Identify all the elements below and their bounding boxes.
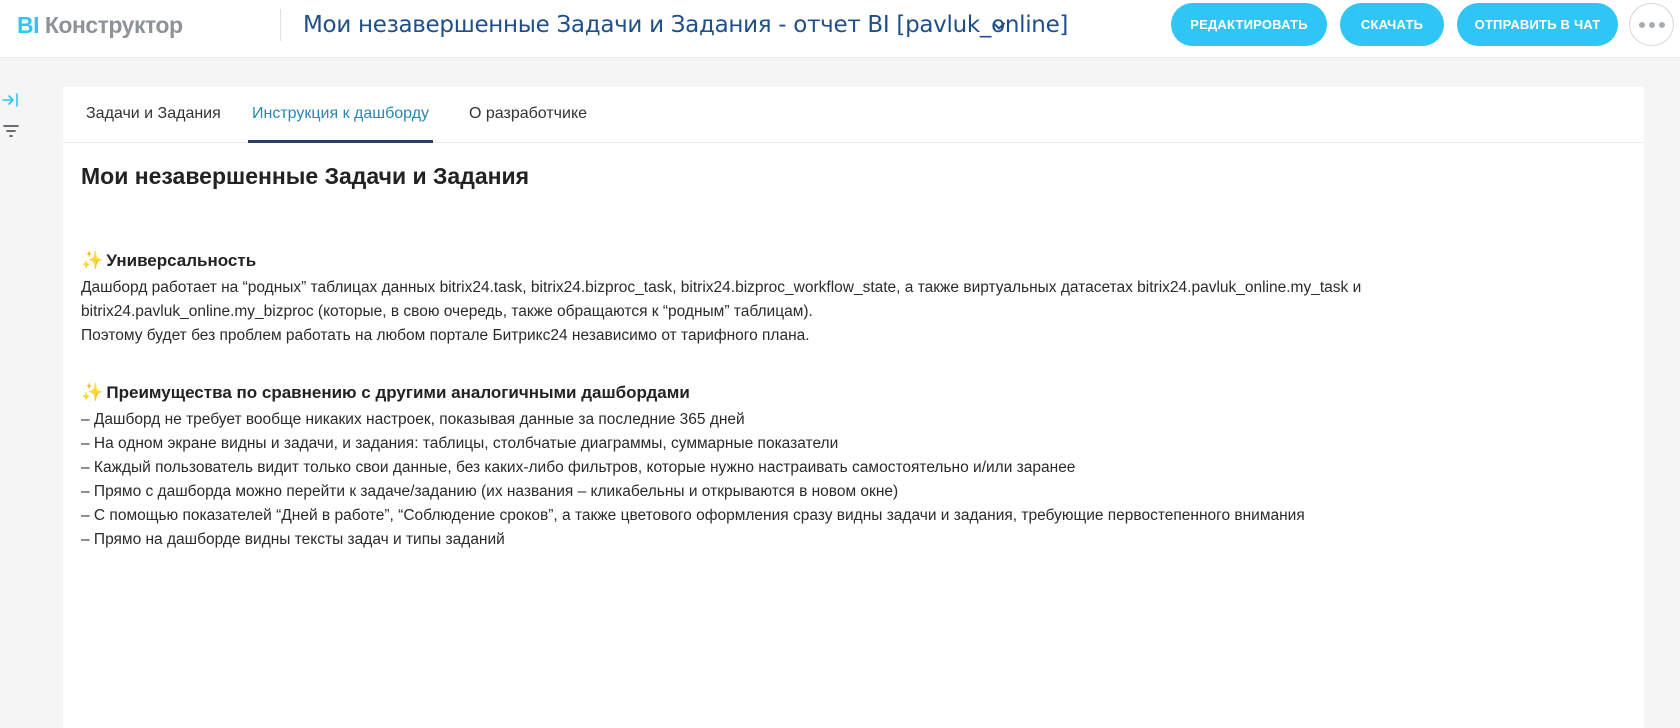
edit-button[interactable]: РЕДАКТИРОВАТЬ [1171, 3, 1327, 46]
section-heading-text: Преимущества по сравнению с другими аналогичными дашбордами [106, 382, 690, 402]
tab-about-developer[interactable]: О разработчике [469, 105, 588, 122]
section-advantages [81, 382, 1621, 552]
more-options-button[interactable] [1629, 3, 1674, 46]
section-heading [81, 382, 1621, 403]
dashboard-panel [63, 87, 1644, 728]
download-button[interactable]: СКАЧАТЬ [1340, 3, 1444, 46]
send-to-chat-button[interactable]: ОТПРАВИТЬ В ЧАТ [1457, 3, 1618, 46]
list-item: – Прямо на дашборде видны тексты задач и типы заданий [81, 531, 505, 548]
list-item: – На одном экране видны и задачи, и задания: таблицы, столбчатые диаграммы, суммарные показатели [81, 435, 839, 452]
section-heading [81, 250, 1621, 271]
page-title: Мои незавершенные Задачи и Задания [81, 163, 530, 189]
paragraph-line: Дашборд работает на “родных” таблицах данных bitrix24.task, bitrix24.bizproc_task, bitrix24.bizproc_workflow_state, а также виртуальных датасетах bitrix24.pavluk_online.my_task и [81, 279, 1362, 296]
list-item: – Дашборд не требует вообще никаких настроек, показывая данные за последние 365 дней [81, 411, 745, 428]
report-title[interactable]: Мои незавершенные Задачи и Задания - отчет BI [pavluk_online] [303, 12, 1069, 38]
list-item: – Прямо с дашборда можно перейти к задаче/заданию (их названия – кликабельны и открываются в новом окне) [81, 483, 899, 500]
chevron-down-icon[interactable] [990, 17, 1008, 35]
section-heading-text: Универсальность [106, 250, 257, 270]
sparkles-icon: ✨ [81, 382, 104, 402]
instructions-content [81, 163, 1621, 552]
filter-icon[interactable] [2, 122, 20, 140]
more-dot-icon [1649, 22, 1655, 28]
tab-tasks[interactable]: Задачи и Задания [86, 105, 221, 122]
list-item: – Каждый пользователь видит только свои данные, без каких-либо фильтров, которые нужно настраивать самостоятельно и/или заранее [81, 459, 1076, 476]
more-dot-icon [1659, 22, 1665, 28]
bi-constructor-logo[interactable] [17, 12, 183, 39]
paragraph-line: Поэтому будет без проблем работать на любом портале Битрикс24 независимо от тарифного плана. [81, 327, 810, 344]
list-item: – С помощью показателей “Дней в работе”, “Соблюдение сроков”, а также цветового оформления сразу видны задачи и задания, требующие первостепенного внимания [81, 507, 1305, 524]
sparkles-icon: ✨ [81, 250, 104, 270]
logo-constructor-text: Конструктор [44, 12, 183, 38]
logo-bi-text: BI [17, 12, 39, 38]
paragraph-line: bitrix24.pavluk_online.my_bizproc (которые, в свою очередь, также обращаются к “родным” таблицам). [81, 303, 813, 320]
section-universality [81, 250, 1621, 348]
more-dot-icon [1639, 22, 1645, 28]
tab-instructions[interactable]: Инструкция к дашборду [248, 87, 433, 143]
tab-bar [63, 87, 1644, 143]
section-body [81, 276, 1621, 348]
section-body [81, 408, 1621, 552]
expand-sidebar-icon[interactable] [2, 91, 20, 109]
top-bar [0, 0, 1680, 58]
header-divider [280, 9, 281, 41]
